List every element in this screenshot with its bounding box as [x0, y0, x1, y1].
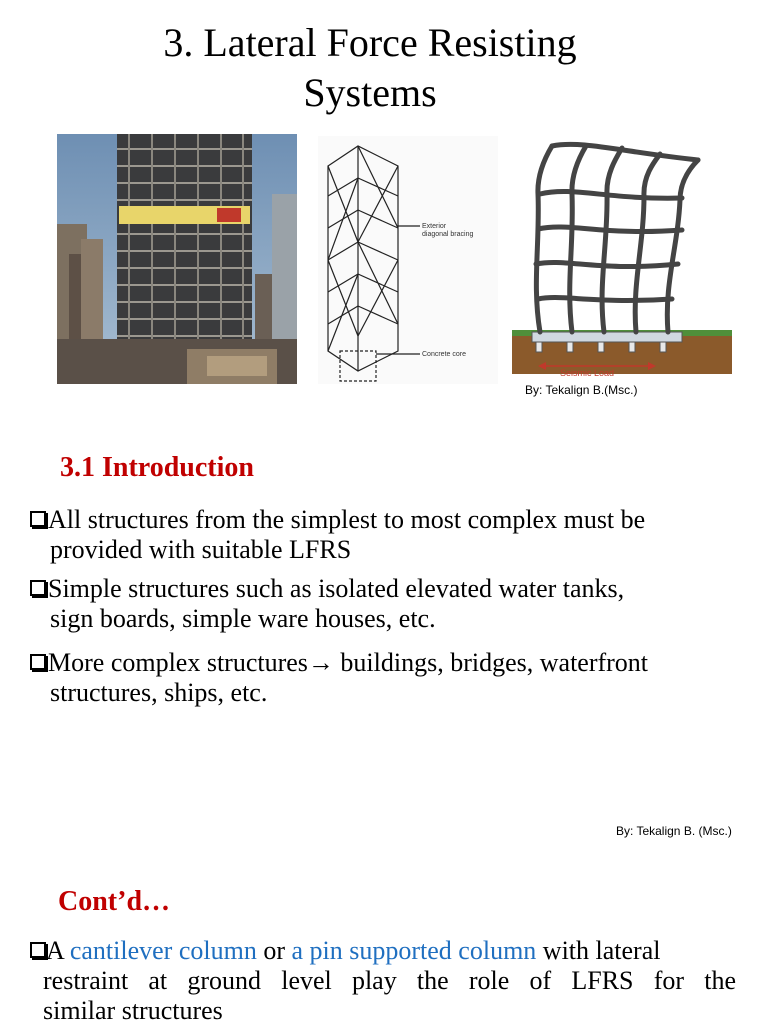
bullet-item-3 [30, 648, 730, 708]
page-credit: By: Tekalign B. (Msc.) [616, 824, 732, 838]
bracing-label-1: Exterior [422, 223, 447, 230]
section-heading-intro: 3.1 Introduction [60, 452, 254, 483]
contd-line-2: restraint at ground level play the role of LFRS for the [43, 966, 736, 995]
bullet-3-line-2: structures, ships, etc. [50, 678, 268, 707]
page-title [0, 18, 740, 118]
title-line-1: 3. Lateral Force Resisting [163, 20, 577, 65]
bullet-1-line-2: provided with suitable LFRS [50, 535, 352, 564]
bullet-3-line-1: More complex structures→ buildings, bridges, waterfront [48, 648, 649, 677]
seismic-frame-diagram [512, 134, 732, 382]
pin-supported-column-link[interactable]: a pin supported column [291, 936, 537, 965]
checkbox-bullet-icon [30, 654, 46, 670]
checkbox-bullet-icon [30, 580, 46, 596]
bullet-item-4 [30, 936, 736, 1026]
core-label: Concrete core [422, 351, 466, 358]
seismic-load-label: Seismic Load [560, 368, 615, 378]
title-line-2: Systems [303, 70, 437, 115]
checkbox-bullet-icon [30, 942, 46, 958]
diagonal-bracing-drawing [318, 136, 498, 384]
contd-text-a: A [46, 936, 70, 965]
bullet-1-line-1: All structures from the simplest to most complex must be [48, 505, 646, 534]
contd-line-3: similar structures [43, 996, 223, 1025]
building-construction-photo [57, 134, 297, 384]
contd-text-tail: with lateral [536, 936, 661, 965]
bullet-2-line-1: Simple structures such as isolated elevated water tanks, [48, 574, 625, 603]
figure-credit: By: Tekalign B.(Msc.) [525, 383, 638, 397]
section-heading-contd: Cont’d… [58, 886, 171, 917]
bullet-2-line-2: sign boards, simple ware houses, etc. [50, 604, 436, 633]
checkbox-bullet-icon [30, 511, 46, 527]
cantilever-column-link[interactable]: cantilever column [69, 936, 257, 965]
bracing-label-2: diagonal bracing [422, 231, 474, 238]
bullet-item-1 [30, 505, 730, 565]
bullet-item-2 [30, 574, 730, 634]
contd-text-or: or [256, 936, 292, 965]
